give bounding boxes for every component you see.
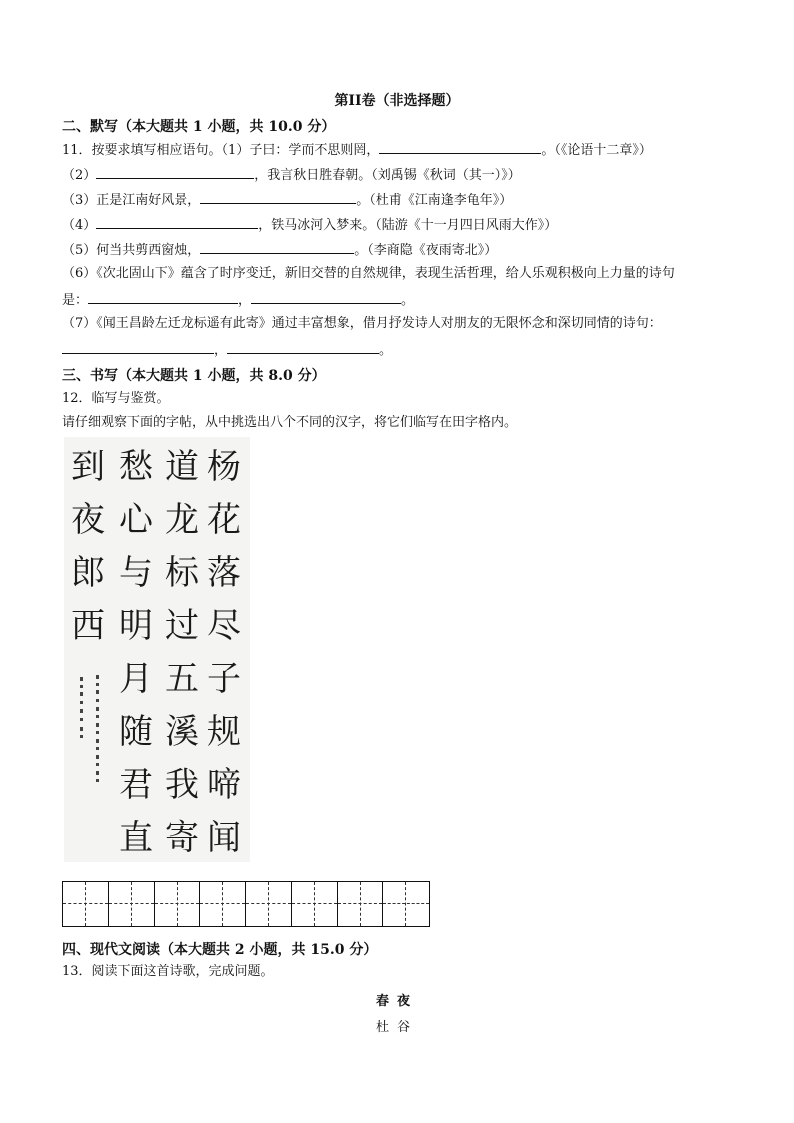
calligraphy-char: 愁 (119, 447, 153, 487)
q11-text: 。 (401, 293, 415, 308)
answer-blank[interactable] (96, 215, 258, 229)
calligraphy-column-1 (204, 441, 244, 865)
writing-cell[interactable] (63, 882, 109, 926)
calligraphy-char: 与 (119, 553, 153, 593)
calligraphy-char: 西 (71, 606, 105, 646)
q11-text: 11．按要求填写相应语句。（1）子曰：学而不思则罔， (62, 143, 380, 158)
calligraphy-char: 啼 (207, 765, 241, 805)
q11-line-4 (62, 215, 557, 235)
calligraphy-char: 标 (165, 553, 199, 593)
calligraphy-sample (64, 437, 250, 862)
section-heading-2: 二、默写（本大题共 1 小题，共 10.0 分） (62, 119, 336, 135)
writing-cell[interactable] (155, 882, 201, 926)
q11-line-6: （6）《次北固山下》蕴含了时序变迁，新旧交替的自然规律，表现生活哲理，给人乐观积极向上力量的诗句 (62, 266, 675, 281)
q11-text: （3）正是江南好风景， (62, 193, 201, 208)
calligraphy-char: 君 (119, 765, 153, 805)
answer-blank[interactable] (96, 165, 254, 179)
q11-line-3 (62, 190, 512, 210)
writing-cell[interactable] (338, 882, 384, 926)
q11-text: 。 (379, 343, 393, 358)
answer-blank[interactable] (200, 190, 356, 204)
writing-cell[interactable] (246, 882, 292, 926)
q11-text: ， (238, 293, 252, 308)
calligraphy-char: 尽 (207, 606, 241, 646)
q11-line-9 (62, 340, 392, 360)
answer-blank[interactable] (251, 290, 401, 304)
calligraphy-column-2 (162, 441, 202, 865)
answer-blank[interactable] (200, 240, 354, 254)
calligraphy-column-4 (68, 441, 108, 653)
calligraphy-char: 随 (119, 712, 153, 752)
inscription-mark (74, 675, 110, 805)
answer-blank[interactable] (62, 340, 214, 354)
calligraphy-char: 规 (207, 712, 241, 752)
q11-text: 。（李商隐《夜雨寄北》） (354, 243, 498, 258)
calligraphy-char: 寄 (165, 818, 199, 858)
calligraphy-char: 子 (207, 659, 241, 699)
answer-blank[interactable] (227, 340, 379, 354)
q11-text: ，我言秋日胜春朝。（刘禹锡《秋词（其一）》） (254, 168, 521, 183)
answer-blank[interactable] (88, 290, 238, 304)
calligraphy-char: 龙 (165, 500, 199, 540)
section-heading-4: 四、现代文阅读（本大题共 2 小题，共 15.0 分） (62, 942, 378, 958)
q11-text: 是： (62, 293, 89, 308)
q11-line-8: （7）《闻王昌龄左迁龙标遥有此寄》通过丰富想象，借月抒发诗人对朋友的无限怀念和深切同情的诗句： (62, 316, 662, 331)
calligraphy-char: 花 (207, 500, 241, 540)
writing-cell[interactable] (109, 882, 155, 926)
poem-author: 杜谷 (375, 1020, 418, 1035)
q11-line-5 (62, 240, 497, 260)
q11-text: ，铁马冰河入梦来。（陆游《十一月四日风雨大作》） (258, 218, 558, 233)
q11-line-7 (62, 290, 414, 310)
calligraphy-char: 溪 (165, 712, 199, 752)
writing-cell[interactable] (383, 882, 429, 926)
q11-text: 。（《论语十二章》） (541, 143, 652, 158)
calligraphy-char: 到 (71, 447, 105, 487)
q12-line-2: 请仔细观察下面的字帖，从中挑选出八个不同的汉字，将它们临写在田字格内。 (62, 415, 518, 430)
answer-blank[interactable] (379, 140, 541, 154)
q11-text: ， (214, 343, 228, 358)
calligraphy-char: 郎 (71, 553, 105, 593)
q11-line-2 (62, 165, 521, 185)
q11-text: （2） (62, 168, 97, 183)
section-title: 第II卷（非选择题） (334, 93, 460, 109)
calligraphy-char: 直 (119, 818, 153, 858)
q13-line-1: 13．阅读下面这首诗歌，完成问题。 (62, 964, 274, 979)
section-heading-3: 三、书写（本大题共 1 小题，共 8.0 分） (62, 368, 326, 384)
q11-text: 。（杜甫《江南逢李龟年》） (356, 193, 513, 208)
calligraphy-char: 过 (165, 606, 199, 646)
calligraphy-char: 心 (119, 500, 153, 540)
q11-text: （4） (62, 218, 97, 233)
writing-cell[interactable] (200, 882, 246, 926)
writing-cell[interactable] (292, 882, 338, 926)
calligraphy-char: 月 (119, 659, 153, 699)
calligraphy-char: 落 (207, 553, 241, 593)
q11-line-1 (62, 140, 652, 160)
q11-text: （5）何当共剪西窗烛， (62, 243, 201, 258)
q12-line-1: 12．临写与鉴赏。 (62, 391, 170, 406)
tianzige-grid (62, 881, 430, 927)
calligraphy-char: 我 (165, 765, 199, 805)
calligraphy-char: 闻 (207, 818, 241, 858)
calligraphy-char: 明 (119, 606, 153, 646)
calligraphy-char: 道 (165, 447, 199, 487)
calligraphy-char: 夜 (71, 500, 105, 540)
calligraphy-char: 杨 (207, 447, 241, 487)
calligraphy-column-3 (116, 441, 156, 865)
poem-title: 春夜 (375, 994, 418, 1009)
calligraphy-char: 五 (165, 659, 199, 699)
